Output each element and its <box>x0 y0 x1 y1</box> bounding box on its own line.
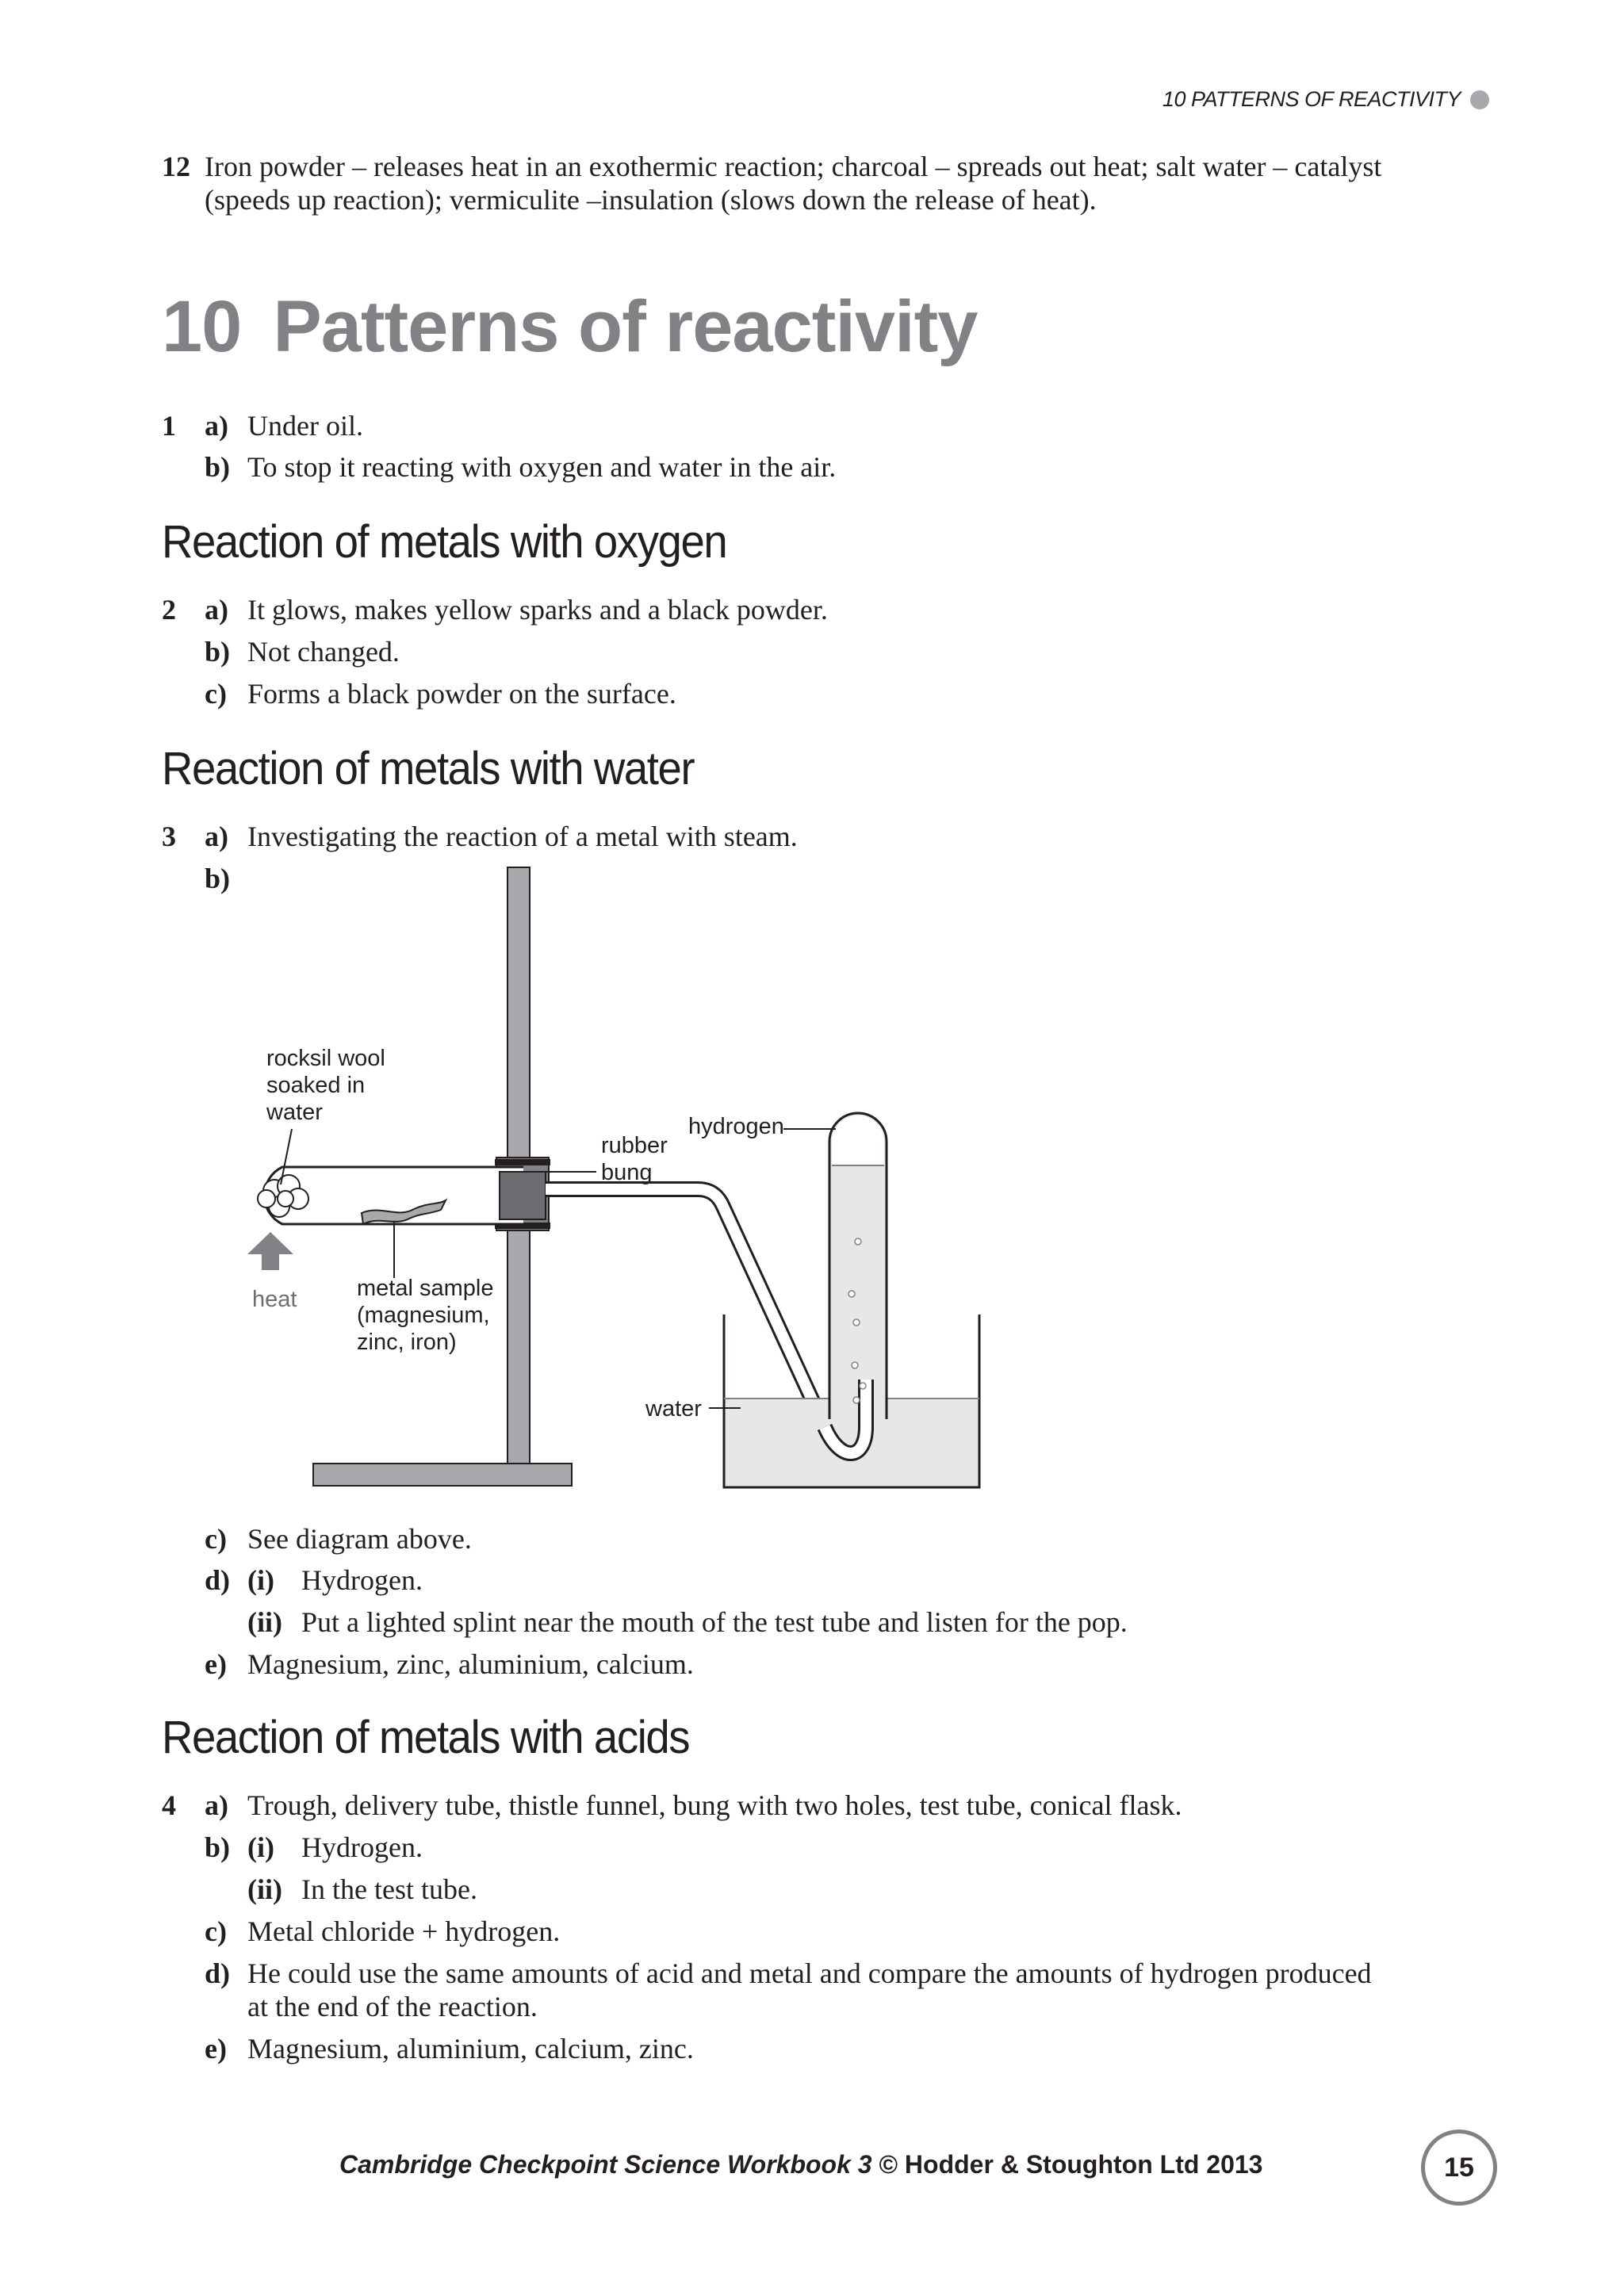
label-metal-sample: metal sample <box>357 1276 494 1301</box>
part-label: b) <box>205 636 231 668</box>
label-water: water <box>645 1396 702 1422</box>
label-metal-sample: zinc, iron) <box>357 1330 457 1355</box>
part-label: c) <box>205 678 227 710</box>
part-label: e) <box>205 2033 227 2064</box>
label-rocksil-wool: water <box>266 1100 323 1125</box>
subpart-label: (i) <box>247 1831 274 1863</box>
footer-book-title: Cambridge Checkpoint Science Workbook 3 <box>339 2150 872 2179</box>
bullet-dot-icon <box>1470 90 1489 109</box>
section-heading-acids: Reaction of metals with acids <box>162 1712 690 1763</box>
label-hydrogen: hydrogen <box>688 1114 784 1139</box>
section-heading-water: Reaction of metals with water <box>162 743 695 794</box>
footer-copyright: © Hodder & Stoughton Ltd 2013 <box>871 2150 1263 2179</box>
chapter-title <box>162 285 977 369</box>
part-label: a) <box>205 821 228 852</box>
part-label: d) <box>205 1957 231 1989</box>
label-rocksil-wool: soaked in <box>266 1073 366 1098</box>
answer-text: Metal chloride + hydrogen. <box>247 1915 561 1947</box>
stand-base <box>313 1464 572 1486</box>
answer-text: In the test tube. <box>301 1873 477 1905</box>
part-label: c) <box>205 1915 227 1947</box>
page-number-text: 15 <box>1444 2152 1474 2183</box>
question-number: 3 <box>162 821 176 852</box>
answer-text: Under oil. <box>247 410 363 442</box>
question-number: 4 <box>162 1789 176 1821</box>
answer-text: Magnesium, aluminium, calcium, zinc. <box>247 2033 694 2064</box>
clamp-jaw <box>495 1159 550 1165</box>
chapter-title-text: Patterns of reactivity <box>273 286 978 367</box>
label-heat: heat <box>252 1287 297 1312</box>
question-number: 2 <box>162 594 176 626</box>
answer-text: To stop it reacting with oxygen and water in the air. <box>247 451 837 483</box>
answer-text: Hydrogen. <box>301 1564 423 1596</box>
label-rubber-bung: bung <box>601 1160 653 1185</box>
part-label: a) <box>205 410 228 442</box>
answer-text: Magnesium, zinc, aluminium, calcium. <box>247 1648 694 1680</box>
answer-text: (speeds up reaction); vermiculite –insulation (slows down the release of heat). <box>205 184 1097 216</box>
chapter-number: 10 <box>162 286 242 367</box>
steam-reaction-apparatus-diagram <box>222 856 1015 1498</box>
answer-text: Investigating the reaction of a metal with steam. <box>247 821 798 852</box>
answer-text: Trough, delivery tube, thistle funnel, bung with two holes, test tube, conical flask. <box>247 1789 1182 1821</box>
part-label: e) <box>205 1648 227 1680</box>
part-label: b) <box>205 1831 231 1863</box>
section-heading-oxygen: Reaction of metals with oxygen <box>162 516 727 568</box>
answer-text: Hydrogen. <box>301 1831 423 1863</box>
answer-text: Not changed. <box>247 636 400 668</box>
subpart-label: (i) <box>247 1564 274 1596</box>
subpart-label: (ii) <box>247 1606 282 1638</box>
running-head-text: 10 PATTERNS OF REACTIVITY <box>1162 87 1461 111</box>
part-label: b) <box>205 451 231 483</box>
answer-text: See diagram above. <box>247 1523 472 1555</box>
question-number: 12 <box>162 151 190 182</box>
label-rubber-bung: rubber <box>601 1133 668 1158</box>
running-head <box>1162 87 1489 112</box>
part-label: c) <box>205 1523 227 1555</box>
part-label: b) <box>205 863 231 894</box>
answer-text: Put a lighted splint near the mouth of the test tube and listen for the pop. <box>301 1606 1128 1638</box>
answer-text: at the end of the reaction. <box>247 1991 538 2022</box>
part-label: a) <box>205 594 228 626</box>
label-rocksil-wool: rocksil wool <box>266 1046 385 1071</box>
heat-arrow-icon <box>247 1232 293 1270</box>
answer-text: He could use the same amounts of acid and metal and compare the amounts of hydrogen produced <box>247 1957 1372 1989</box>
footer <box>339 2150 1262 2179</box>
page-number <box>1421 2130 1497 2206</box>
part-label: a) <box>205 1789 228 1821</box>
subpart-label: (ii) <box>247 1873 282 1905</box>
answer-text: Forms a black powder on the surface. <box>247 678 676 710</box>
answer-text: It glows, makes yellow sparks and a black powder. <box>247 594 828 626</box>
answer-text: Iron powder – releases heat in an exothermic reaction; charcoal – spreads out heat; salt water – catalyst <box>205 151 1382 182</box>
label-metal-sample: (magnesium, <box>357 1303 490 1328</box>
hydrogen-gas-space <box>832 1115 884 1165</box>
part-label: d) <box>205 1564 231 1596</box>
rubber-bung <box>500 1172 546 1219</box>
question-number: 1 <box>162 410 176 442</box>
